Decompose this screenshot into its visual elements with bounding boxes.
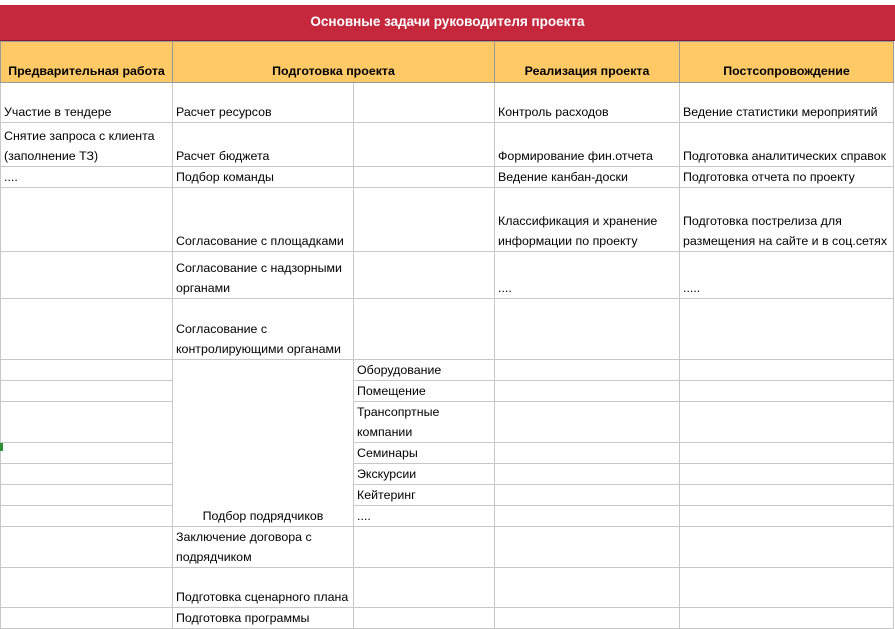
table-cell[interactable]: [495, 381, 680, 402]
table-cell[interactable]: [680, 527, 894, 568]
table-row: [1, 167, 894, 188]
header-preparation[interactable]: Подготовка проекта: [173, 42, 495, 83]
table-cell[interactable]: [680, 360, 894, 381]
table-cell[interactable]: ....: [495, 252, 680, 299]
table-cell[interactable]: [1, 506, 173, 527]
table-row: [1, 443, 894, 464]
contractor-item[interactable]: Семинары: [354, 443, 495, 464]
table-cell[interactable]: Заключение договора с подрядчиком: [173, 527, 354, 568]
table-cell[interactable]: Согласование с надзорными органами: [173, 252, 354, 299]
table-cell[interactable]: [680, 608, 894, 629]
table-cell[interactable]: [680, 464, 894, 485]
table-cell[interactable]: [680, 443, 894, 464]
table-cell[interactable]: [354, 299, 495, 360]
table-cell[interactable]: Расчет бюджета: [173, 123, 354, 167]
table-cell[interactable]: [680, 485, 894, 506]
table-cell[interactable]: Ведение статистики мероприятий: [680, 83, 894, 123]
table-cell[interactable]: [1, 381, 173, 402]
table-row: [1, 485, 894, 506]
table-row: [1, 83, 894, 123]
header-preliminary[interactable]: Предварительная работа: [1, 42, 173, 83]
table-cell[interactable]: [495, 527, 680, 568]
table-cell[interactable]: [1, 299, 173, 360]
table-row: [1, 123, 894, 167]
table-cell[interactable]: [354, 568, 495, 608]
table-cell[interactable]: [495, 443, 680, 464]
table-cell[interactable]: Снятие запроса с клиента (заполнение ТЗ): [1, 123, 173, 167]
contractor-item[interactable]: Трансопртные компании: [354, 402, 495, 443]
table-cell[interactable]: Подготовка аналитических справок: [680, 123, 894, 167]
table-cell[interactable]: [354, 527, 495, 568]
table-cell[interactable]: [680, 381, 894, 402]
table-cell[interactable]: Подготовка отчета по проекту: [680, 167, 894, 188]
table-cell[interactable]: Подготовка программы: [173, 608, 354, 629]
table-cell[interactable]: ....: [1, 167, 173, 188]
table-cell[interactable]: [1, 464, 173, 485]
table-cell[interactable]: [354, 167, 495, 188]
table-row: [1, 299, 894, 360]
table-cell[interactable]: [354, 123, 495, 167]
table-cell[interactable]: [1, 485, 173, 506]
table-cell[interactable]: [680, 402, 894, 443]
table-cell[interactable]: [495, 299, 680, 360]
table-row: [1, 608, 894, 629]
contractor-item[interactable]: Экскурсии: [354, 464, 495, 485]
sheet-title: Основные задачи руководителя проекта: [0, 5, 895, 41]
table-cell[interactable]: [495, 402, 680, 443]
table-row: [1, 360, 894, 381]
table-cell[interactable]: [354, 188, 495, 252]
table-cell[interactable]: [495, 360, 680, 381]
contractors-label[interactable]: Подбор подрядчиков: [173, 360, 354, 527]
header-row: [1, 42, 894, 83]
table-row: [1, 402, 894, 443]
table-cell[interactable]: [495, 464, 680, 485]
table-cell[interactable]: [495, 506, 680, 527]
header-implementation[interactable]: Реализация проекта: [495, 42, 680, 83]
table-row: [1, 527, 894, 568]
table-cell[interactable]: Подготовка сценарного плана: [173, 568, 354, 608]
table-cell[interactable]: Согласование с площадками: [173, 188, 354, 252]
contractor-item[interactable]: Оборудование: [354, 360, 495, 381]
table-cell[interactable]: Ведение канбан-доски: [495, 167, 680, 188]
table-cell[interactable]: [1, 527, 173, 568]
header-post-support[interactable]: Постсопровождение: [680, 42, 894, 83]
table-row: [1, 188, 894, 252]
table-cell[interactable]: [354, 608, 495, 629]
table-row: [1, 464, 894, 485]
table-cell[interactable]: Расчет ресурсов: [173, 83, 354, 123]
tasks-table: [0, 41, 894, 629]
table-cell[interactable]: [354, 83, 495, 123]
table-cell[interactable]: Участие в тендере: [1, 83, 173, 123]
table-cell[interactable]: [1, 443, 173, 464]
table-cell[interactable]: [680, 568, 894, 608]
table-cell[interactable]: Подготовка пострелиза для размещения на сайте и в соц.сетях: [680, 188, 894, 252]
table-cell[interactable]: [1, 568, 173, 608]
table-cell[interactable]: [1, 402, 173, 443]
table-cell[interactable]: Согласование с контролирующими органами: [173, 299, 354, 360]
table-cell[interactable]: [354, 252, 495, 299]
table-cell[interactable]: Классификация и хранение информации по проекту: [495, 188, 680, 252]
table-row: [1, 381, 894, 402]
table-cell[interactable]: Формирование фин.отчета: [495, 123, 680, 167]
cell-error-marker: [0, 443, 3, 451]
table-cell[interactable]: Контроль расходов: [495, 83, 680, 123]
table-row: [1, 568, 894, 608]
table-cell[interactable]: [1, 360, 173, 381]
contractor-item[interactable]: ....: [354, 506, 495, 527]
table-cell[interactable]: [495, 485, 680, 506]
table-cell[interactable]: [1, 252, 173, 299]
contractor-item[interactable]: Помещение: [354, 381, 495, 402]
table-row: [1, 252, 894, 299]
table-cell[interactable]: [680, 299, 894, 360]
table-row: [1, 506, 894, 527]
contractor-item[interactable]: Кейтеринг: [354, 485, 495, 506]
table-cell[interactable]: [495, 608, 680, 629]
table-cell[interactable]: [495, 568, 680, 608]
table-cell[interactable]: [680, 506, 894, 527]
table-cell[interactable]: Подбор команды: [173, 167, 354, 188]
table-cell[interactable]: .....: [680, 252, 894, 299]
table-cell[interactable]: [1, 188, 173, 252]
table-cell[interactable]: [1, 608, 173, 629]
